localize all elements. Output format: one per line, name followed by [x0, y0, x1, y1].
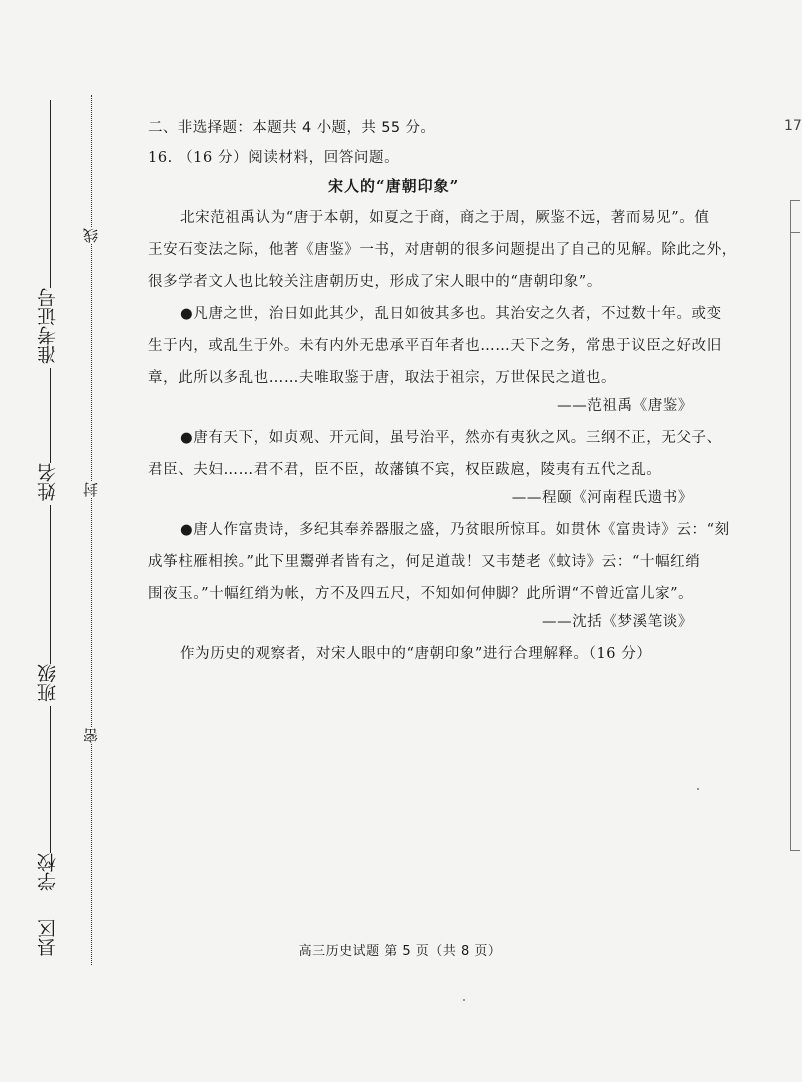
- excerpt1-source: ——范祖禹《唐鉴》: [557, 398, 693, 414]
- field-school-label: 学校: [37, 853, 59, 891]
- field-exam-id[interactable]: [28, 100, 68, 364]
- question-prompt: 作为历史的观察者，对宋人眼中的“唐朝印象”进行合理解释。（16 分）: [180, 646, 652, 662]
- excerpt3-line-2: 成筝柱雁相挨。”此下里鬻弹者皆有之，何足道哉！又韦楚老《蚊诗》云：“十幅红绡: [148, 554, 701, 570]
- table-rule: [790, 850, 800, 851]
- binding-mark-feng: 封: [82, 482, 100, 497]
- excerpt1-line-2: 生于内，或乱生于外。未有内外无患承平百年者也……天下之务，常患于议臣之好改旧: [148, 338, 722, 354]
- next-page-table-edge: [790, 200, 791, 850]
- field-class-label: 班级: [37, 664, 59, 702]
- scan-speck: [463, 999, 465, 1001]
- field-name[interactable]: [28, 368, 68, 501]
- table-rule: [790, 232, 800, 233]
- excerpt1-line-1: ●凡唐之世，治日如此其少，乱日如彼其多也。其治安之久者，不过数十年。或变: [180, 306, 722, 322]
- field-class[interactable]: [28, 505, 68, 702]
- excerpt1-line-3: 章，此所以多乱也……夫唯取鉴于唐，取法于祖宗，万世保民之道也。: [148, 370, 617, 386]
- question-16-line: 16. （16 分）阅读材料，回答问题。: [148, 150, 400, 166]
- intro-line-3: 很多学者文人也比较关注唐朝历史，形成了宋人眼中的“唐朝印象”。: [148, 274, 602, 290]
- field-exam-id-label: 准考证号: [37, 288, 59, 364]
- page-footer: 高三历史试题 第 5 页（共 8 页）: [298, 944, 502, 959]
- field-class-blank[interactable]: [51, 505, 52, 664]
- scan-speck: [697, 788, 699, 790]
- binding-dotted-line: [91, 95, 92, 965]
- excerpt2-source: ——程颐《河南程氏遗书》: [511, 490, 693, 506]
- excerpt3-line-3: 围夜玉。”十幅红绡为帐，方不及四五尺，不知如何伸脚？此所谓“不曾近富儿家”。: [148, 586, 694, 602]
- excerpt3-line-1: ●唐人作富贵诗，多纪其奉养器服之盛，乃贫眼所惊耳。如贯休《富贵诗》云：“刻: [180, 522, 730, 538]
- field-school[interactable]: [28, 706, 68, 891]
- intro-line-1: 北宋范祖禹认为“唐于本朝，如夏之于商，商之于周，厥鉴不远，著而易见”。值: [180, 210, 710, 226]
- material-title: 宋人的“唐朝印象”: [328, 177, 460, 195]
- field-county-label: 县区: [37, 919, 59, 957]
- field-exam-id-blank[interactable]: [51, 100, 52, 288]
- intro-line-2: 王安石变法之际，他著《唐鉴》一书，对唐朝的很多问题提出了自己的见解。除此之外，: [148, 242, 737, 258]
- section-header: 二、非选择题：本题共 4 小题，共 55 分。: [148, 120, 436, 136]
- binding-mark-mi: 密: [82, 728, 100, 743]
- field-name-blank[interactable]: [51, 368, 52, 463]
- student-info-column: [28, 0, 68, 1082]
- field-name-label: 姓名: [37, 463, 59, 501]
- binding-mark-xian: 线: [82, 228, 100, 243]
- table-rule: [790, 200, 800, 201]
- excerpt2-line-2: 君臣、夫妇……君不君，臣不臣，故藩镇不宾，权臣跋扈，陵夷有五代之乱。: [148, 462, 662, 478]
- field-school-blank[interactable]: [51, 706, 52, 853]
- next-page-edge-number: 17: [784, 118, 802, 134]
- excerpt2-line-1: ●唐有天下，如贞观、开元间，虽号治平，然亦有夷狄之风。三纲不正，无父子、: [180, 430, 722, 446]
- excerpt3-source: ——沈括《梦溪笔谈》: [542, 614, 693, 630]
